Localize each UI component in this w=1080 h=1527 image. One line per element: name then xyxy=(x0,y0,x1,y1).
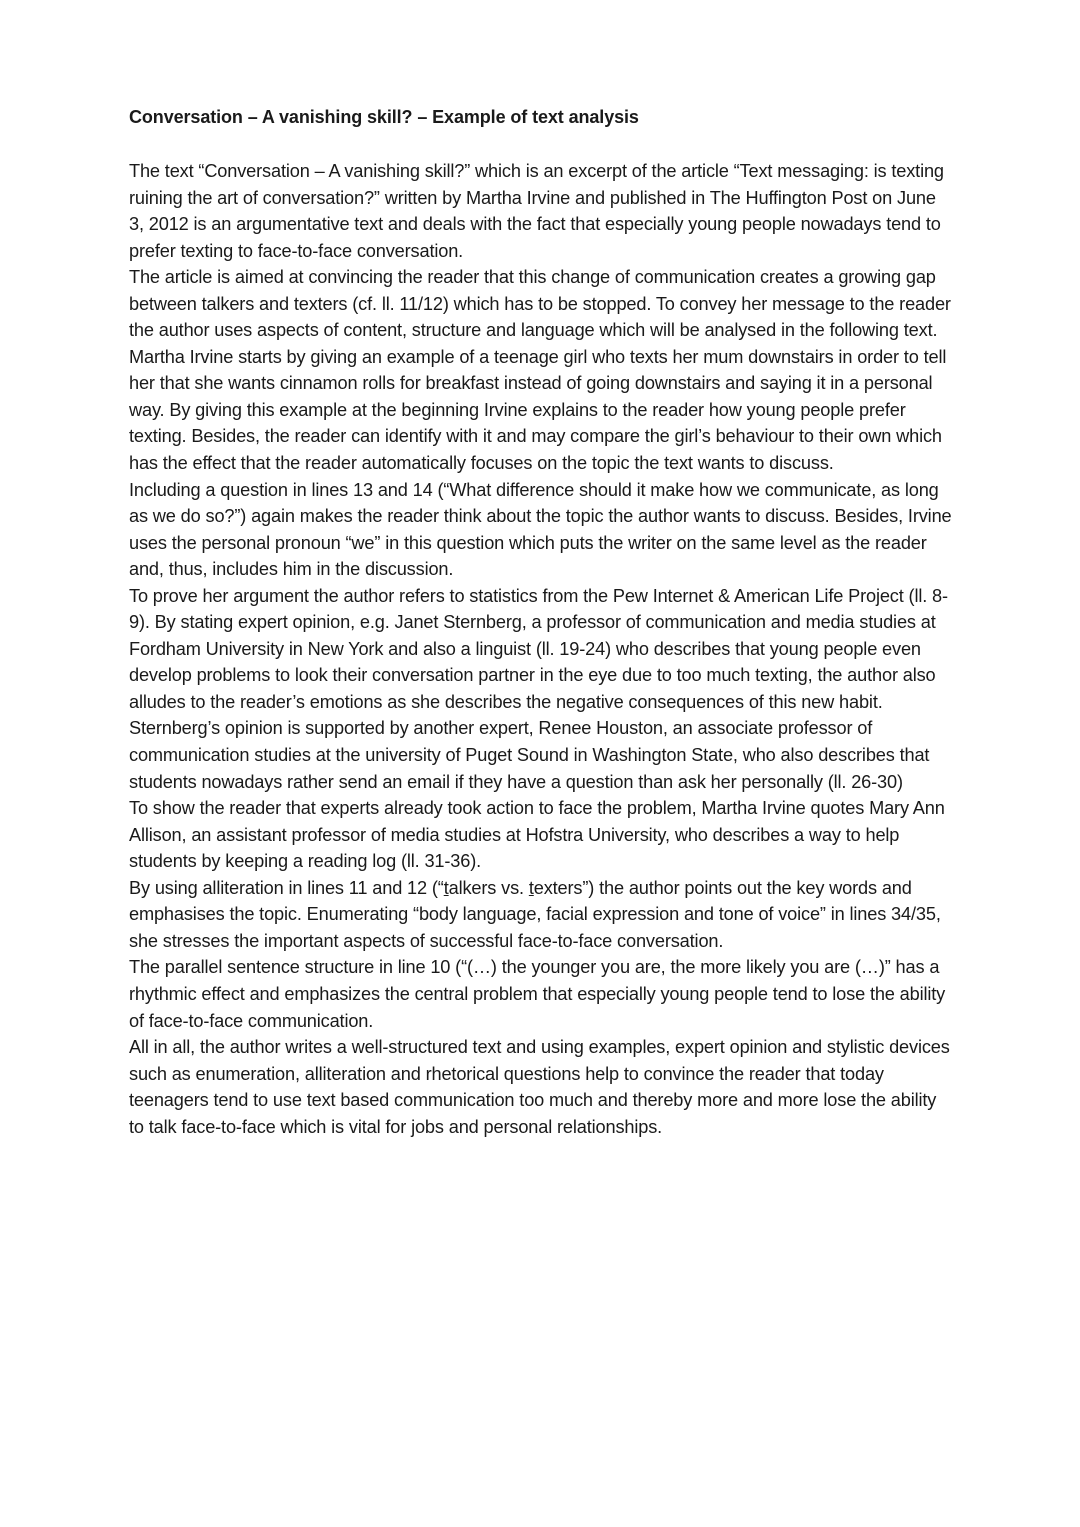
paragraph-thesis: The article is aimed at convincing the reader that this change of communication creates a growing gap between talkers and texters (cf. ll. 11/12) which has to be stopped. To convey her message to the reader the author uses aspects of content, structure and language which will be analysed in the following text. xyxy=(129,267,951,341)
paragraph-parallel-structure: The parallel sentence structure in line 10 (“(…) the younger you are, the more likely you are (…)” has a rhythmic effect and emphasizes the central problem that especially young people tend to lose the ability of face-to-face communication. xyxy=(129,957,946,1031)
paragraph-introduction: The text “Conversation – A vanishing skill?” which is an excerpt of the article “Text messaging: is texting ruining the art of conversation?” written by Martha Irvine and published in The Huffington Post on June 3, 2012 is an argumentative text and deals with the fact that especially young people nowadays tend to prefer texting to face-to-face conversation. xyxy=(129,161,944,261)
paragraph-conclusion: All in all, the author writes a well-structured text and using examples, expert opinion and stylistic devices such as enumeration, alliteration and rhetorical questions help to convince the reader that today teenagers tend to use text based communication too much and thereby more and more lose the ability to talk face-to-face which is vital for jobs and personal relationships. xyxy=(129,1037,950,1137)
paragraph-statistics: To prove her argument the author refers to statistics from the Pew Internet & American Life Project (ll. 8-9). By stating expert opinion, e.g. Janet Sternberg, a professor of communication and media studies at Fordham University in New York and also a linguist (ll. 19-24) who describes that young people even develop problems to look their conversation partner in the eye due to too much texting, the author also alludes to the reader’s emotions as she describes the negative consequences of this new habit. xyxy=(129,585,948,712)
paragraph-question: Including a question in lines 13 and 14 (“What difference should it make how we communicate, as long as we do so?”) again makes the reader think about the topic the author wants to discuss. Besides, Irvine uses the personal pronoun “we” in this question which puts the writer on the same level as the reader and, thus, includes him in the discussion. xyxy=(129,479,952,580)
paragraph-alliteration: By using alliteration in lines 11 and 12 (“talkers vs. texters”) the author points out the key words and emphasises the topic. Enumerating “body language, facial expression and tone of voice” in lines 34/35, she stresses the important aspects of successful face-to-face conversation. xyxy=(129,877,941,951)
document-body xyxy=(129,158,955,1140)
document-title: Conversation – A vanishing skill? – Example of text analysis xyxy=(129,107,639,127)
paragraph-sternberg: Sternberg’s opinion is supported by another expert, Renee Houston, an associate professor of communication studies at the university of Puget Sound in Washington State, who also describes that students nowadays rather send an email if they have a question than ask her personally (ll. 26-30) xyxy=(129,718,930,792)
paragraph-allison: To show the reader that experts already took action to face the problem, Martha Irvine quotes Mary Ann Allison, an assistant professor of media studies at Hofstra University, who describes a way to help students by keeping a reading log (ll. 31-36). xyxy=(129,798,945,872)
underlined-letter: t xyxy=(443,877,449,898)
paragraph-example: Martha Irvine starts by giving an example of a teenage girl who texts her mum downstairs in order to tell her that she wants cinnamon rolls for breakfast instead of going downstairs and saying it in a personal way. By giving this example at the beginning Irvine explains to the reader how young people prefer texting. Besides, the reader can identify with it and may compare the girl’s behaviour to their own which has the effect that the reader automatically focuses on the topic the text wants to discuss. xyxy=(129,346,947,474)
underlined-letter: t xyxy=(528,877,534,898)
document-page xyxy=(129,104,955,1140)
